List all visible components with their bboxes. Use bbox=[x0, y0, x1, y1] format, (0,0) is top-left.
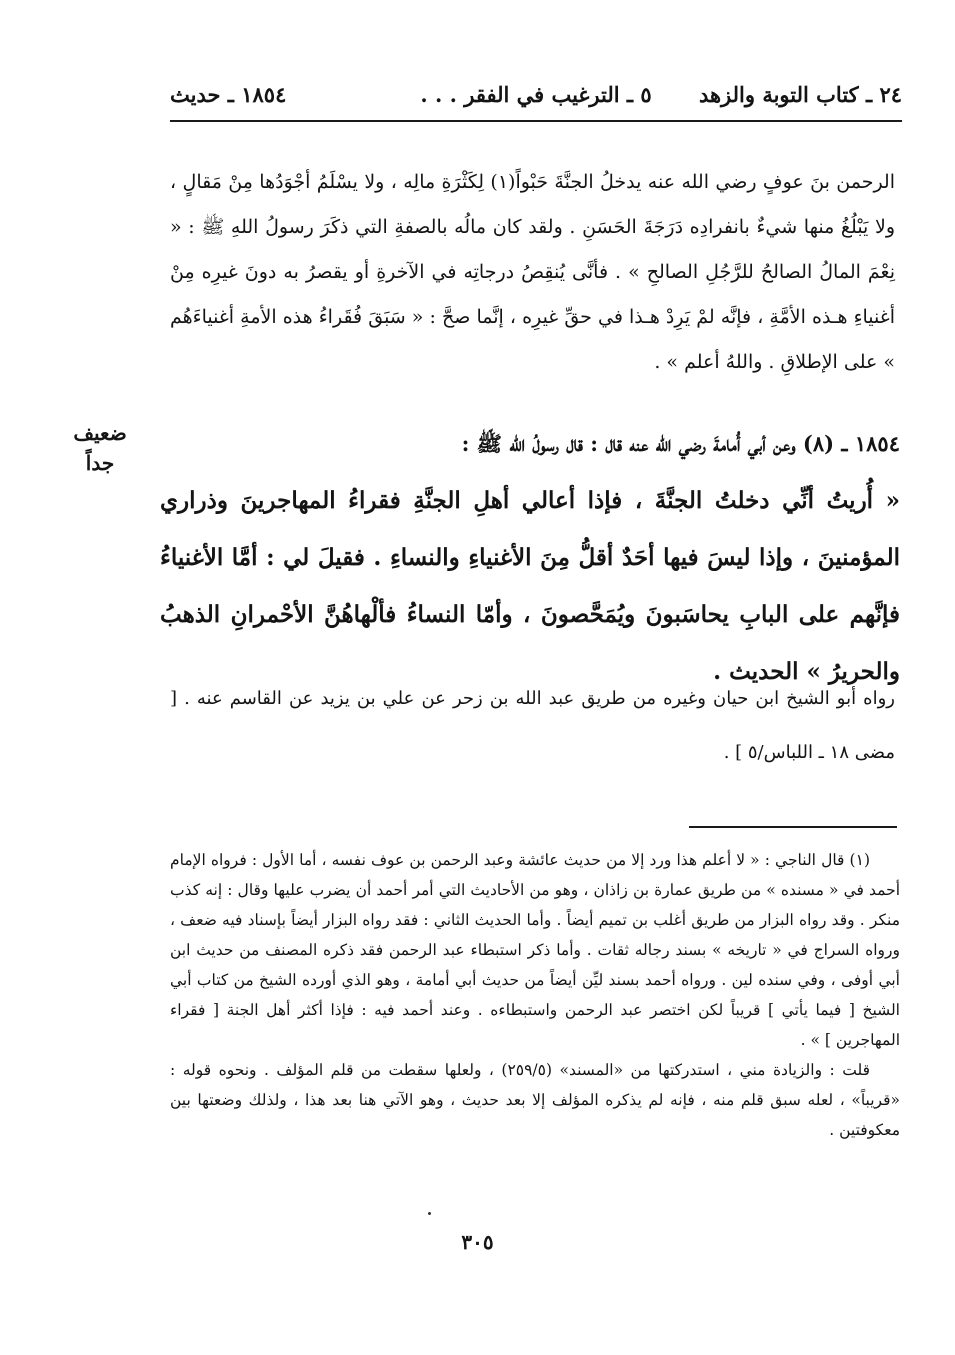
header-chapter-title: ٥ ـ الترغيب في الفقر . . . bbox=[420, 82, 652, 107]
editor-note: قلت : والزيادة مني ، استدركتها من «المسند» (٢٥٩/٥) ، ولعلها سقطت من قلم المؤلف . ونحوه قوله : «قريباً» ، لعله سبق قلم منه ، فإنه لم يذكره المؤلف إلا بعد حديث ، وهو الآتي هنا بعد هذا ، ولذلك وضعتها بين معكوفتين . bbox=[170, 1061, 900, 1139]
hadith-source bbox=[170, 672, 895, 780]
hadith-text: « أُريتُ أنِّي دخلتُ الجنَّةَ ، فإذا أعالي أهلِ الجنَّةِ فقراءُ المهاجرينَ وذراري المؤمنينَ ، وإذا ليسَ فيها أحَدٌ أقلُّ مِنَ الأغنياءِ والنساءِ . فقيلَ لي : أمَّا الأغنياءُ فإنَّهم على البابِ يحاسَبونَ ويُمَحَّصونَ ، وأمّا النساءُ فألْهاهُنَّ الأحْمرانِ الذهبُ والحريرُ » الحديث . bbox=[160, 487, 900, 685]
grade-line-2: جداً bbox=[85, 451, 115, 475]
header-hadith-range: ١٨٥٤ ـ حديث bbox=[170, 82, 287, 107]
footnote-1: (١) قال الناجي : « لا أعلم هذا ورد إلا من حديث عائشة وعبد الرحمن بن عوف نفسه ، أما الأول : فرواه الإمام أحمد في « مسنده » من طريق عمارة بن زاذان ، وهو من الأحاديث التي أمر أحمد أن يضرب عليها وقال : إنه كذب منكر . وقد رواه البزار من طريق أغلب بن تميم أيضاً . وأما الحديث الثاني : فقد رواه البزار أيضاً بإسناد فيه ضعف ، ورواه السراج في « تاريخه » بسند رجاله ثقات . وأما ذكر استبطاء عبد الرحمن فقد ذكره المصنف من حديث ابن أبي أوفى ، وفي سنده لين . ورواه أحمد بسند ليِّن أيضاً من حديث أبي أمامة ، وهو الذي أورده الشيخ من كتاب أبي الشيخ [ فيما يأتي ] قريباً لكن اختصر عبد الرحمن واستبطاءه . وعند أحمد فيه : فإذا أكثر أهل الجنة [ فقراء المهاجرين ] » . bbox=[170, 851, 900, 1049]
page-number: ٣٠٥ bbox=[461, 1230, 494, 1254]
hadith-intro: ١٨٥٤ ـ (٨) وعن أبي أُمامةَ رضي الله عنه قال : قال رسولُ الله ﷺ : bbox=[461, 431, 900, 456]
hadith-grade bbox=[55, 418, 145, 478]
hadith-block bbox=[160, 415, 900, 700]
footnote-divider bbox=[689, 826, 897, 828]
running-header bbox=[170, 82, 902, 116]
footnotes bbox=[170, 845, 900, 1145]
commentary-paragraph: الرحمن بنَ عوفٍ رضي الله عنه يدخلُ الجنَّةَ حَبْواً(١) لِكَثْرَةِ مالِه ، ولا يسْلَمُ أجْوَدُها مِنْ مَقالٍ ، ولا يَبْلُغُ منها شيءٌ بانفرادِه دَرَجَةَ الحَسَنِ . ولقد كان مالُه بالصفةِ التي ذكَرَ رسولُ اللهِ ﷺ : « نِعْمَ المالُ الصالحُ للرَّجُلِ الصالحِ » . فأنَّى يُنقِصُ درجاتِه في الآخرةِ أو يقصرُ به دونَ غيرِه مِنْ أغنياءِ هـذه الأمَّةِ ، فإنَّه لمْ يَرِدْ هـذا في حقِّ غيرِه ، إنَّما صحَّ : « سَبَقَ فُقَراءُ هذه الأمةِ أغنياءَهُم » على الإطلاقِ . واللهُ أعلم » . bbox=[170, 171, 895, 373]
header-book-title: ٢٤ ـ كتاب التوبة والزهد bbox=[698, 82, 902, 107]
continued-commentary bbox=[170, 160, 895, 385]
grade-line-1: ضعيف bbox=[73, 421, 127, 445]
source-text: رواه أبو الشيخ ابن حيان وغيره من طريق عبد الله بن زحر عن علي بن يزيد عن القاسم عنه . [ مضى ١٨ ـ اللباس/٥ ] . bbox=[170, 688, 895, 763]
print-speck bbox=[428, 1212, 431, 1215]
header-divider bbox=[170, 120, 902, 122]
